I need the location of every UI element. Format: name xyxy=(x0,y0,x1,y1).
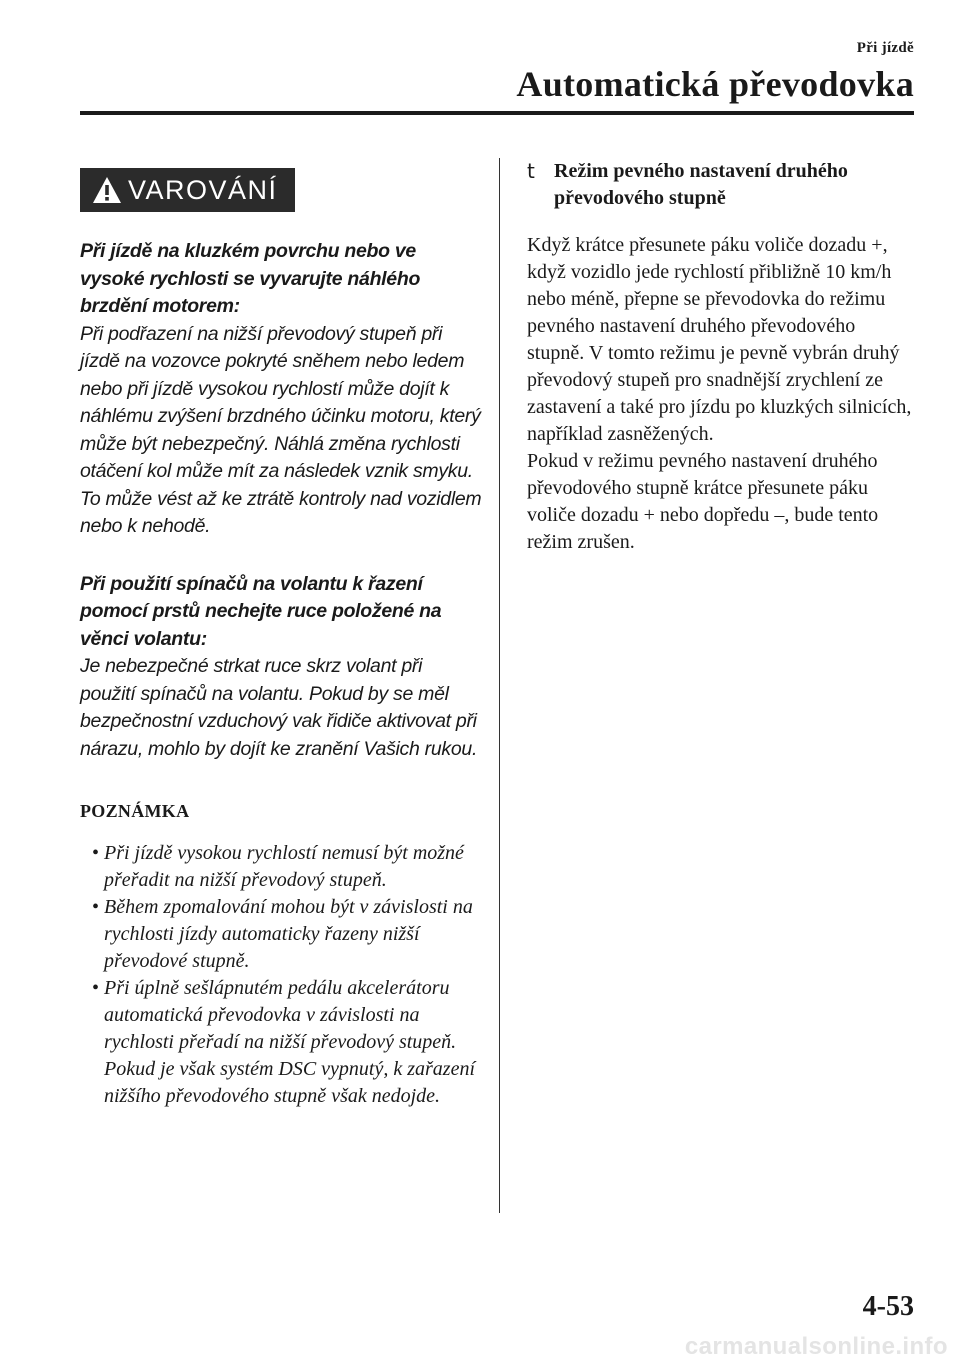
note-title: POZNÁMKA xyxy=(80,801,190,821)
warning-badge xyxy=(80,168,295,212)
section-body xyxy=(527,232,917,556)
section-paragraph: Když krátce přesunete páku voliče dozadu +, když vozidlo jede rychlostí přibližně 10 km/h nebo méně, přepne se převodovka do režimu pevného nastavení druhého převodového stupně. V tomto režimu je pevně vybrán druhý převodový stupeň pro snadnější zrychlení ze zastavení a také pro jízdu po kluzkých silnicích, například zasněžených. xyxy=(527,234,912,445)
warning-text: Je nebezpečné strkat ruce skrz volant při použití spínačů na volantu. Pokud by se měl bezpečnostní vzduchový vak řidiče aktivovat při nárazu, mohlo by dojít ke zranění Vašich rukou. xyxy=(80,655,478,760)
bullet-icon: • xyxy=(92,977,100,999)
warning-block-engine-braking xyxy=(80,238,482,541)
warning-block-steering-switches xyxy=(80,571,482,764)
header-section-title: Při jízdě xyxy=(856,40,914,56)
warning-heading: Při použití spínačů na volantu k řazení pomocí prstů nechejte ruce položené na věnci volantu: xyxy=(80,572,442,650)
header-chapter-title: Automatická převodovka xyxy=(516,64,914,104)
warning-triangle-icon xyxy=(92,176,122,204)
column-divider xyxy=(499,158,500,1213)
header-rule xyxy=(80,111,914,115)
note-item xyxy=(80,894,482,975)
section-marker-icon: t xyxy=(527,159,535,183)
warning-heading: Při jízdě na kluzkém povrchu nebo ve vysoké rychlosti se vyvarujte náhlého brzdění motorem: xyxy=(80,240,421,317)
left-column xyxy=(80,168,482,1110)
section-heading xyxy=(527,158,917,212)
bullet-icon: • xyxy=(92,842,100,864)
page-number: 4-53 xyxy=(862,1291,914,1322)
note-list xyxy=(80,840,482,1110)
watermark: carmanualsonline.info xyxy=(684,1333,948,1360)
note-item-text: Při jízdě vysokou rychlostí nemusí být možné přeřadit na nižší převodový stupeň. xyxy=(104,842,464,891)
note-item xyxy=(80,975,482,1110)
warning-badge-label: VAROVÁNÍ xyxy=(128,174,278,205)
right-column xyxy=(527,158,917,556)
bullet-icon: • xyxy=(92,896,100,918)
note-item-text: Při úplně sešlápnutém pedálu akcelerátoru automatická převodovka v závislosti na rychlosti přeřadí na nižší převodový stupeň. Pokud je však systém DSC vypnutý, k zařazení nižšího převodového stupně však nedojde. xyxy=(104,977,476,1107)
section-heading-text: Režim pevného nastavení druhého převodového stupně xyxy=(554,160,848,209)
note-item xyxy=(80,840,482,894)
note-item-text: Během zpomalování mohou být v závislosti na rychlosti jízdy automaticky řazeny nižší převodové stupně. xyxy=(104,896,473,972)
warning-text: Při podřazení na nižší převodový stupeň při jízdě na vozovce pokryté sněhem nebo ledem nebo při jízdě vysokou rychlostí může dojít k náhlému zvýšení brzdného účinku motoru, který může být nebezpečný. Náhlá změna rychlosti otáčení kol může mít za následek vznik smyku. To může vést až ke ztrátě kontroly nad vozidlem nebo k nehodě. xyxy=(80,322,482,537)
page-header xyxy=(516,40,914,105)
section-paragraph: Pokud v režimu pevného nastavení druhého převodového stupně krátce přesunete páku voliče dozadu + nebo dopředu –, bude tento režim zrušen. xyxy=(527,450,879,553)
